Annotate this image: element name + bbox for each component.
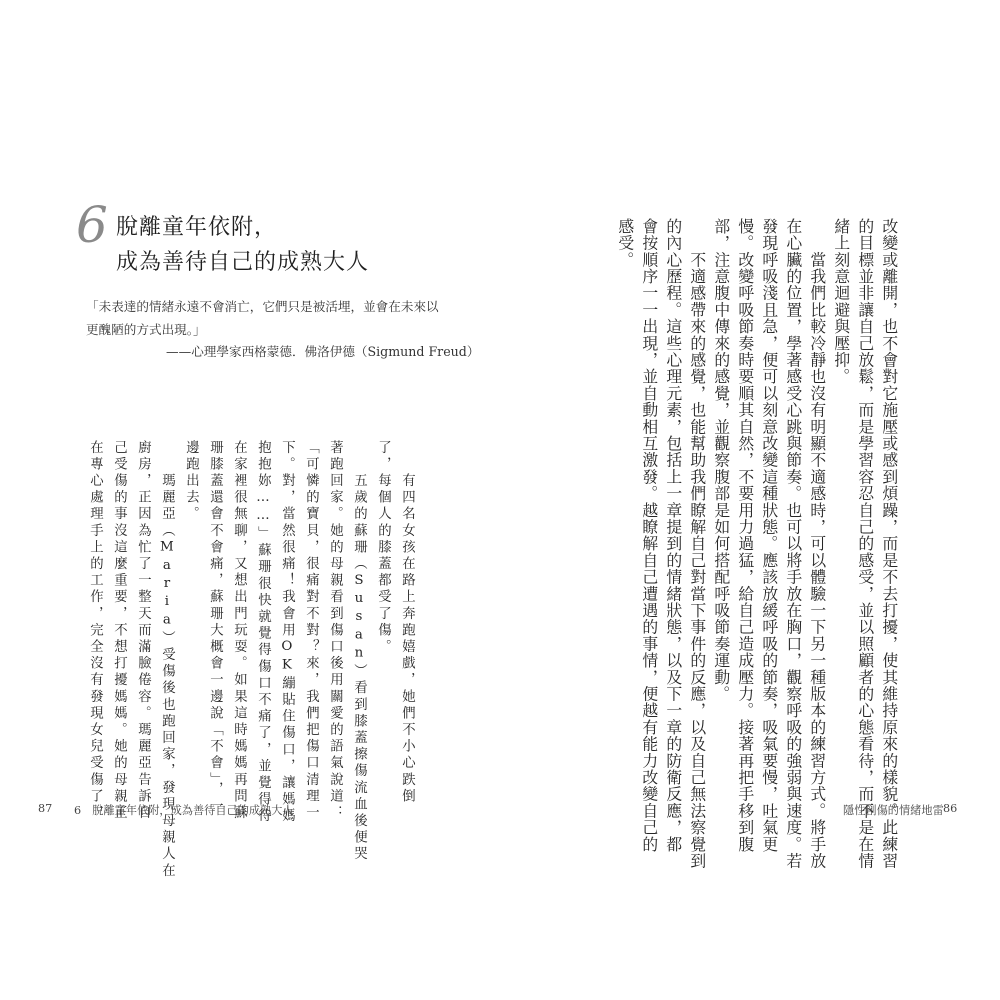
chapter-title-line-1: 脫離童年依附， — [116, 215, 278, 240]
left-body-column-4: 著跑回家。她的母親看到傷口後用關愛的語氣說道： — [327, 440, 343, 822]
left-body-column-5: 「可憐的寶貝，很痛對不對？來，我們把傷口清理一 — [303, 440, 319, 822]
right-body-column-7: 慢。改變呼吸節奏時要順其自然，不要用力過猛，給自己造成壓力。接著再把手移到腹 — [735, 218, 755, 853]
epigraph-quote-line-2: 更醜陋的方式出現。」 — [86, 322, 206, 337]
right-body-column-12: 感受。 — [615, 218, 635, 269]
right-body-column-11: 會按順序一一出現，並自動相互激發。越瞭解自己遭遇的事情，便越有能力改變自己的 — [639, 218, 659, 853]
left-body-column-8: 在家裡很無聊，又想出門玩耍。如果這時媽媽再問蘇 — [231, 440, 247, 822]
right-running-head: 隱性創傷的情緒地雷 — [843, 804, 944, 817]
left-body-column-6: 下。對，當然很痛！我會用OK繃貼住傷口，讓媽媽 — [279, 440, 295, 825]
left-body-column-10: 邊跑出去。 — [183, 440, 199, 523]
left-body-column-1: 有四名女孩在路上奔跑嬉戲，她們不小心跌倒 — [399, 440, 415, 806]
left-body-column-12: 廚房，正因為忙了一整天而滿臉倦容。瑪麗亞告訴自 — [135, 440, 151, 822]
right-body-column-5: 在心臟的位置，學著感受心跳與節奏。也可以將手放在胸口，觀察呼吸的強弱與速度。若 — [783, 218, 803, 870]
right-body-column-4: 當我們比較冷靜也沒有明顯不適感時，可以體驗一下另一種版本的練習方式。將手放 — [807, 218, 827, 870]
left-body-column-7: 抱抱妳……」蘇珊很快就覺得傷口不痛了，並覺得待 — [255, 440, 271, 825]
left-body-column-2: 了，每個人的膝蓋都受了傷。 — [375, 440, 391, 656]
epigraph-attribution: ——心理學家西格蒙德．佛洛伊德（Sigmund Freud） — [166, 344, 480, 359]
right-page-number: 86 — [943, 802, 958, 815]
left-body-column-13: 己受傷的事沒這麼重要，不想打擾媽媽。她的母親正 — [111, 440, 127, 822]
right-body-column-6: 發現呼吸淺且急，便可以刻意改變這種狀態。應該放緩呼吸的節奏，吸氣要慢，吐氣更 — [759, 218, 779, 853]
left-body-column-11: 瑪麗亞（Maria）受傷後也跑回家，發現母親人在 — [159, 440, 175, 880]
right-body-column-2: 的目標並非讓自己放鬆，而是學習容忍自己的感受，並以照顧者的心態看待，而不是在情 — [855, 218, 875, 870]
left-running-head: 6 脫離童年依附，成為善待自己的成熟大人 — [74, 804, 294, 817]
left-body-column-3: 五歲的蘇珊（Susan）看到膝蓋擦傷流血後便哭 — [351, 440, 367, 863]
chapter-title-line-2: 成為善待自己的成熟大人 — [116, 250, 370, 275]
right-body-column-3: 緒上刻意迴避與壓抑。 — [831, 218, 851, 385]
right-body-column-9: 不適感帶來的感覺，也能幫助我們瞭解自己對當下事件的反應，以及自己無法察覺到 — [687, 218, 707, 870]
chapter-number: 6 — [76, 196, 108, 254]
right-body-column-10: 的內心歷程。這些心理元素，包括上一章提到的情緒狀態，以及下一章的防衛反應，都 — [663, 218, 683, 853]
left-page-number: 87 — [38, 802, 53, 815]
left-body-column-9: 珊膝蓋還會不會痛，蘇珊大概會一邊說「不會」，一 — [207, 440, 223, 816]
epigraph-quote-line-1: 「未表達的情緒永遠不會消亡，它們只是被活埋，並會在未來以 — [86, 299, 439, 314]
right-body-column-1: 改變或離開，也不會對它施壓或感到煩躁，而是不去打擾，使其維持原來的樣貌。此練習 — [879, 218, 899, 870]
left-body-column-14: 在專心處理手上的工作，完全沒有發現女兒受傷了， — [87, 440, 103, 822]
right-body-column-8: 部，注意腹中傳來的感覺，並觀察腹部是如何搭配呼吸節奏運動。 — [711, 218, 731, 703]
